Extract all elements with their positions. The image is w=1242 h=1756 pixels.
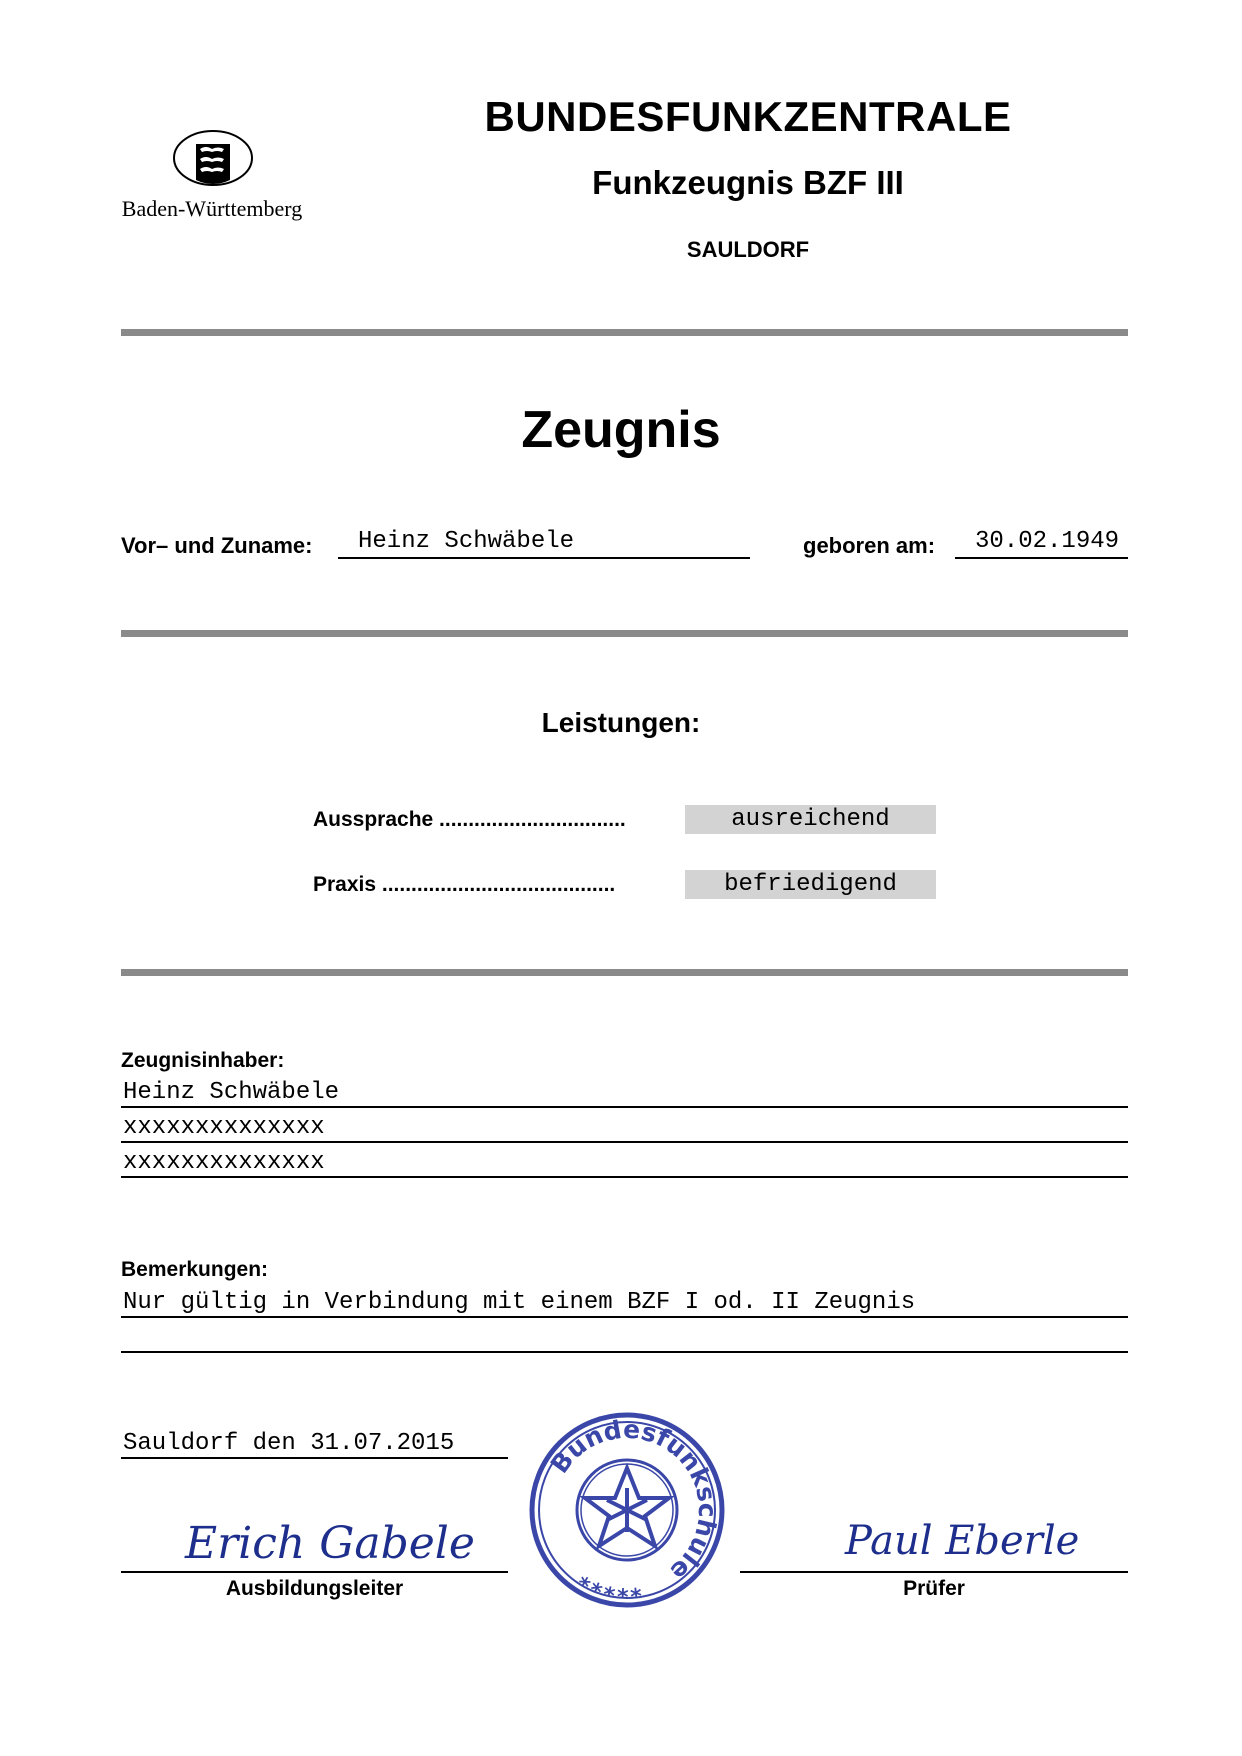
- remarks-line-2: [121, 1323, 1128, 1353]
- performance-value-practice: befriedigend: [685, 870, 936, 899]
- holder-label: Zeugnisinhaber:: [121, 1049, 285, 1072]
- birthdate-field: 30.02.1949: [955, 527, 1128, 559]
- name-label: Vor– und Zuname:: [121, 533, 313, 558]
- organization-name: BUNDESFUNKZENTRALE: [484, 93, 1012, 140]
- performance-value-pronunciation: ausreichend: [685, 805, 936, 834]
- holder-line-1: Heinz Schwäbele: [121, 1078, 1128, 1108]
- performance-label-practice: Praxis ........................................: [313, 873, 616, 896]
- location-title: SAULDORF: [686, 237, 810, 262]
- divider-2: [121, 630, 1128, 637]
- remarks-line-1: Nur gültig in Verbindung mit einem BZF I od. II Zeugnis: [121, 1288, 1128, 1318]
- certificate-subtitle: Funkzeugnis BZF III: [592, 164, 904, 201]
- birthdate-label: geboren am:: [803, 533, 936, 558]
- remarks-label: Bemerkungen:: [121, 1258, 269, 1281]
- divider-1: [121, 329, 1128, 336]
- holder-line-2: xxxxxxxxxxxxxx: [121, 1113, 1128, 1143]
- place-date-field: Sauldorf den 31.07.2015: [121, 1429, 508, 1459]
- document-title: Zeugnis: [521, 401, 721, 459]
- right-signature-line: [740, 1571, 1128, 1573]
- left-signature-line: [121, 1571, 508, 1573]
- right-signature: Paul Eberle: [845, 1518, 1080, 1564]
- name-field: Heinz Schwäbele: [338, 527, 750, 559]
- divider-3: [121, 969, 1128, 976]
- right-signature-role: Prüfer: [903, 1577, 965, 1600]
- stamp-text: Bundesfunkschule: [544, 1414, 723, 1587]
- performance-heading: Leistungen:: [541, 707, 701, 738]
- performance-label-pronunciation: Aussprache ................................: [313, 808, 626, 831]
- left-signature: Erich Gabele: [185, 1518, 475, 1569]
- left-signature-role: Ausbildungsleiter: [225, 1577, 404, 1600]
- stamp-icon: [527, 1410, 727, 1610]
- holder-line-3: xxxxxxxxxxxxxx: [121, 1148, 1128, 1178]
- official-stamp: [527, 1410, 727, 1610]
- stamp-stars: *****: [575, 1563, 643, 1602]
- logo-text: Baden-Württemberg: [121, 196, 303, 221]
